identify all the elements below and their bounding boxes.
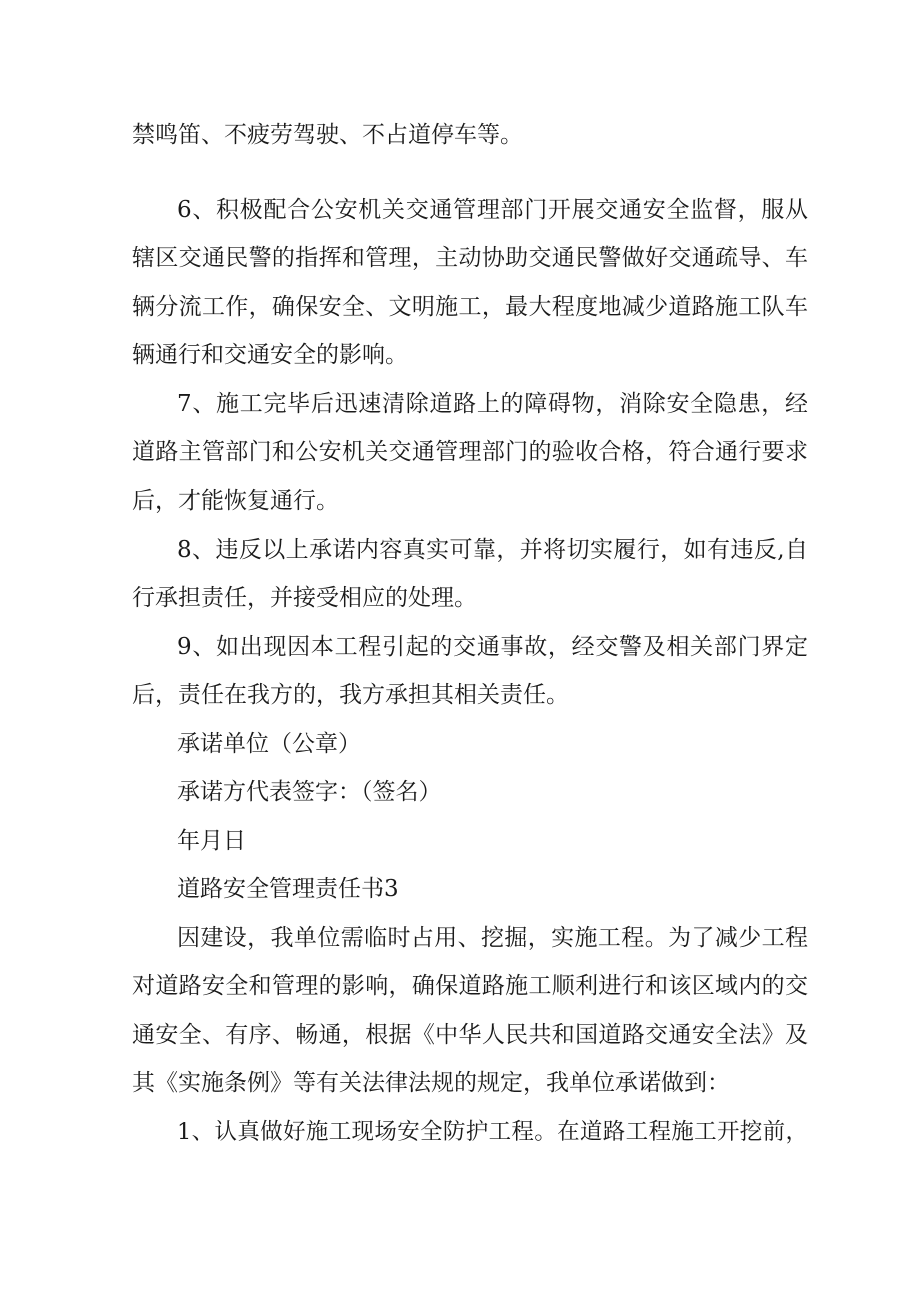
paragraph-line: 9、如出现因本工程引起的交通事故，经交警及相关部门界定 xyxy=(177,634,808,660)
paragraph-line: 后，责任在我方的，我方承担其相关责任。 xyxy=(132,682,569,708)
section-title: 道路安全管理责任书3 xyxy=(177,876,399,902)
paragraph-line: 道路主管部门和公安机关交通管理部门的验收合格，符合通行要求 xyxy=(132,439,808,465)
signatory-unit: 承诺单位（公章） xyxy=(177,731,361,757)
paragraph-line: 6、积极配合公安机关交通管理部门开展交通安全监督，服从 xyxy=(177,197,808,223)
paragraph-line: 7、施工完毕后迅速清除道路上的障碍物，消除安全隐患，经 xyxy=(177,391,808,417)
paragraph-line: 通安全、有序、畅通，根据《中华人民共和国道路交通安全法》及 xyxy=(132,1022,808,1048)
paragraph-line: 对道路安全和管理的影响，确保道路施工顺利进行和该区域内的交 xyxy=(132,973,808,999)
paragraph-line: 行承担责任，并接受相应的处理。 xyxy=(132,585,477,611)
paragraph-line: 其《实施条例》等有关法律法规的规定，我单位承诺做到： xyxy=(132,1070,730,1096)
paragraph-line: 辖区交通民警的指挥和管理，主动协助交通民警做好交通疏导、车 xyxy=(132,245,808,271)
paragraph-line: 禁鸣笛、不疲劳驾驶、不占道停车等。 xyxy=(132,122,523,148)
paragraph-line: 后，才能恢复通行。 xyxy=(132,488,339,514)
paragraph-line: 辆通行和交通安全的影响。 xyxy=(132,342,408,368)
paragraph-line: 辆分流工作，确保安全、文明施工，最大程度地减少道路施工队车 xyxy=(132,294,808,320)
paragraph-line: 1、认真做好施工现场安全防护工程。在道路工程施工开挖前， xyxy=(177,1119,808,1145)
paragraph-line: 因建设，我单位需临时占用、挖掘，实施工程。为了减少工程 xyxy=(177,925,808,951)
paragraph-line: 8、违反以上承诺内容真实可靠，并将切实履行，如有违反,自 xyxy=(177,537,808,563)
signature-date: 年月日 xyxy=(177,828,246,854)
signatory-signature: 承诺方代表签字：（签名） xyxy=(177,779,442,805)
